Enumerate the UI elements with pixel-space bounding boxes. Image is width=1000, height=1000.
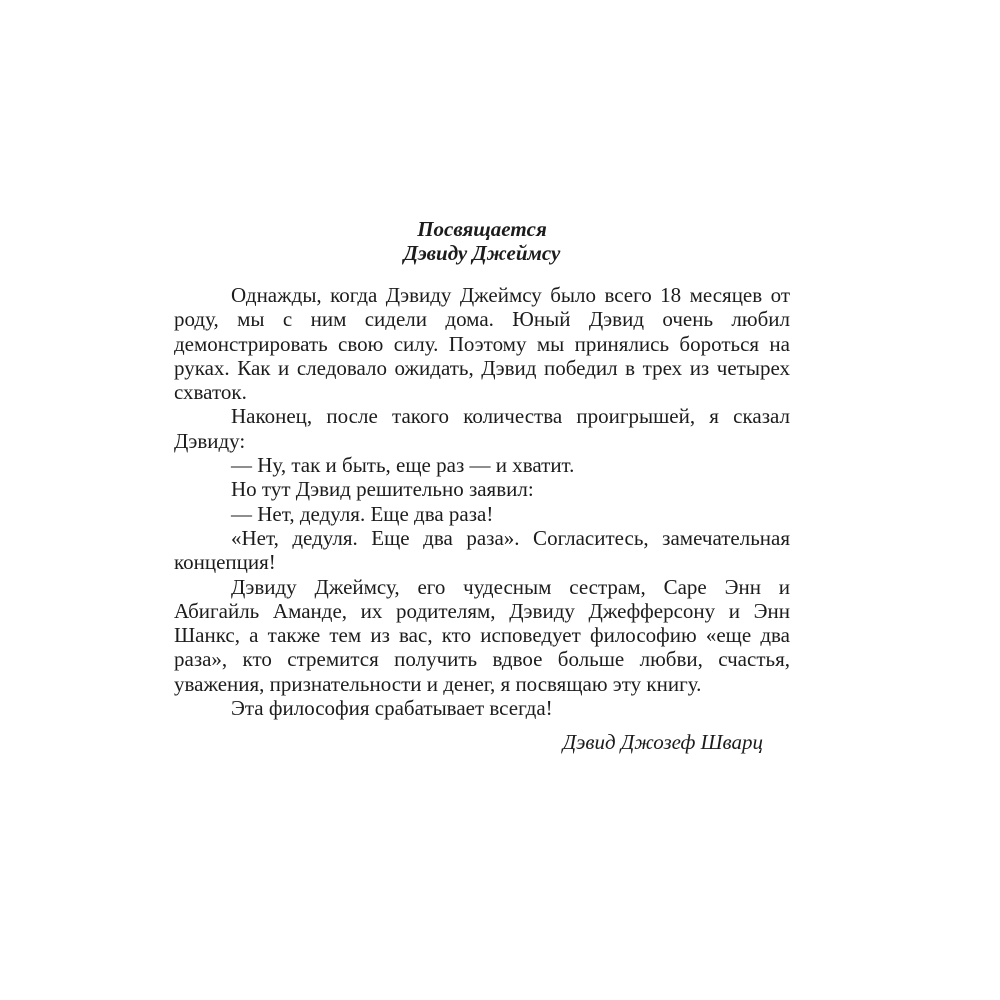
dedication-heading xyxy=(174,217,790,265)
dedication-paragraph-8: Эта философия срабатывает всегда! xyxy=(231,696,553,721)
dedication-paragraph-5: — Нет, дедуля. Еще два раза! xyxy=(231,501,494,526)
dedication-body xyxy=(174,283,790,720)
dedication-paragraph-7: Дэвиду Джеймсу, его чудесным сестрам, Саре Энн и Абигайль Аманде, их родителям, Дэвиду Джефферсону и Энн Шанкс, а также тем из вас, кто исповедует философию «еще два раза», кто стремится получить вдвое больше любви, счастья, уважения, признательности и денег, я посвящаю эту книгу. xyxy=(174,574,790,696)
dedication-paragraph-2: Наконец, после такого количества проигрышей, я сказал Дэвиду: xyxy=(174,404,790,453)
dedication-text-block xyxy=(174,217,790,754)
dedication-heading-line-1: Посвящается xyxy=(417,217,547,241)
dedication-paragraph-6: «Нет, дедуля. Еще два раза». Согласитесь, замечательная концепция! xyxy=(174,525,790,575)
dedication-paragraph-1: Однажды, когда Дэвиду Джеймсу было всего 18 месяцев от роду, мы с ним сидели дома. Юный Дэвид очень любил демонстрировать свою силу. Поэтому мы принялись бороться на руках. Как и следовало ожидать, Дэвид победил в трех из четырех схваток. xyxy=(174,283,790,405)
dedication-paragraph-3: — Ну, так и быть, еще раз — и хватит. xyxy=(231,453,575,478)
dedication-heading-line-2: Дэвиду Джеймсу xyxy=(403,241,561,265)
author-signature: Дэвид Джозеф Шварц xyxy=(562,730,763,755)
dedication-paragraph-4: Но тут Дэвид решительно заявил: xyxy=(231,477,534,502)
